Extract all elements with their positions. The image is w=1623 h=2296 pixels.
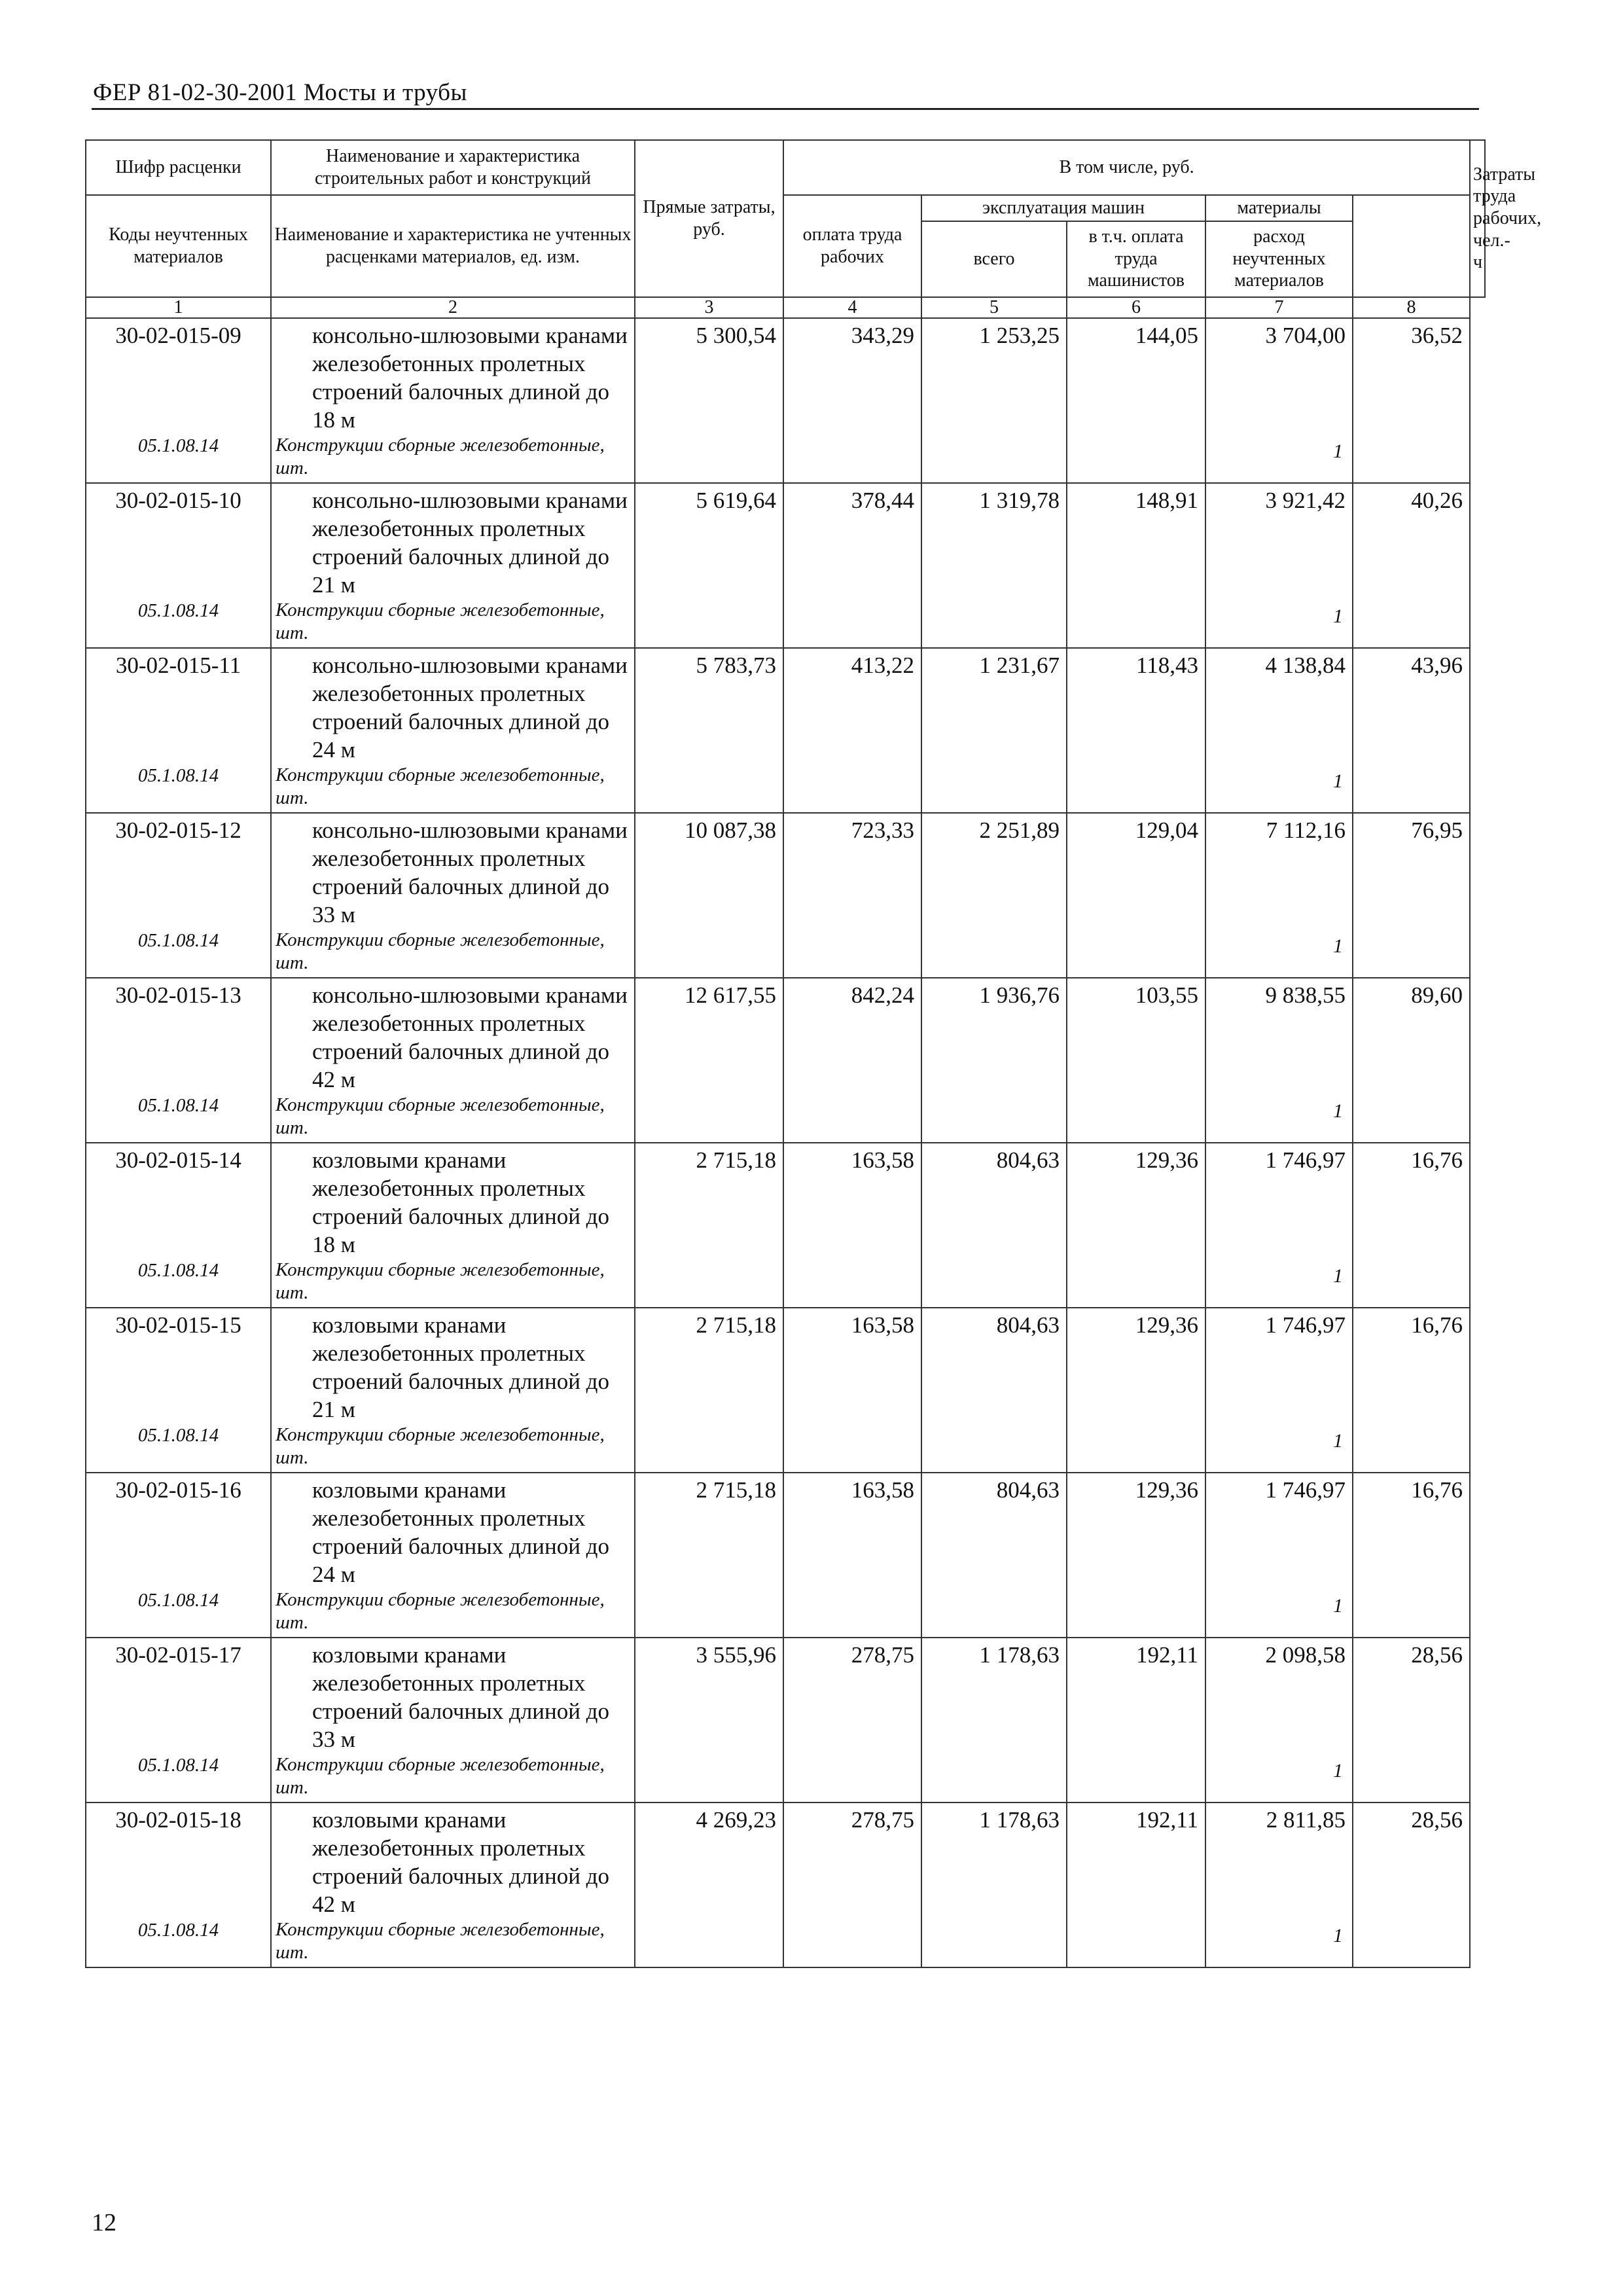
rate-code: 30-02-015-18 <box>115 1806 241 1833</box>
direct-costs-value: 2 715,18 <box>696 1312 776 1338</box>
material-quantity: 1 <box>1333 1924 1343 1946</box>
labor-pay-cell <box>783 483 921 648</box>
table-row <box>86 1803 1485 1967</box>
labor-pay-value: 413,22 <box>851 652 914 678</box>
material-description: Конструкции сборные железобетонные, шт. <box>276 434 605 478</box>
labor-pay-value: 723,33 <box>851 817 914 843</box>
column-number: 3 <box>635 297 783 318</box>
labor-hours-value: 16,76 <box>1411 1477 1463 1503</box>
table-row <box>86 1308 1485 1473</box>
labor-hours-value: 16,76 <box>1411 1147 1463 1173</box>
materials-value: 2 098,58 <box>1265 1641 1346 1668</box>
work-description: консольно-шлюзовыми кранами железобетонных пролетных строений балочных длиной до 33 м <box>312 817 628 927</box>
labor-pay-cell <box>783 978 921 1143</box>
labor-hours-value: 40,26 <box>1411 487 1463 513</box>
labor-pay-cell <box>783 1803 921 1967</box>
code-cell <box>86 813 271 978</box>
material-quantity: 1 <box>1333 935 1343 957</box>
direct-costs-cell <box>635 813 783 978</box>
labor-hours-value: 28,56 <box>1411 1641 1463 1668</box>
materials-cell <box>1205 1638 1353 1803</box>
header-machines: эксплуатация машин <box>921 195 1205 221</box>
machines-labor-cell <box>1067 1143 1205 1308</box>
direct-costs-value: 3 555,96 <box>696 1641 776 1668</box>
name-cell <box>271 1473 635 1638</box>
machines-total-value: 2 251,89 <box>979 817 1060 843</box>
header-direct-costs: Прямые затраты, руб. <box>635 140 783 297</box>
machines-labor-cell <box>1067 1803 1205 1967</box>
name-cell <box>271 978 635 1143</box>
name-cell <box>271 813 635 978</box>
materials-value: 9 838,55 <box>1265 982 1346 1008</box>
machines-total-value: 1 319,78 <box>979 487 1060 513</box>
machines-labor-cell <box>1067 1638 1205 1803</box>
material-description: Конструкции сборные железобетонные, шт. <box>276 929 605 973</box>
rate-code: 30-02-015-13 <box>115 982 241 1008</box>
labor-pay-cell <box>783 648 921 813</box>
material-quantity: 1 <box>1333 1594 1343 1617</box>
labor-pay-value: 163,58 <box>851 1312 914 1338</box>
rate-code: 30-02-015-11 <box>115 652 241 678</box>
material-description: Конструкции сборные железобетонные, шт. <box>276 1259 605 1303</box>
direct-costs-value: 12 617,55 <box>685 982 776 1008</box>
name-cell <box>271 1638 635 1803</box>
machines-total-cell <box>921 1473 1067 1638</box>
material-quantity: 1 <box>1333 770 1343 792</box>
machines-labor-cell <box>1067 1308 1205 1473</box>
direct-costs-cell <box>635 318 783 483</box>
materials-value: 7 112,16 <box>1266 817 1346 843</box>
code-cell <box>86 1638 271 1803</box>
machines-total-cell <box>921 1143 1067 1308</box>
table-row <box>86 1143 1485 1308</box>
header-name-title: Наименование и характеристика строительных работ и конструкций <box>271 140 635 195</box>
material-description: Конструкции сборные железобетонные, шт. <box>276 1424 605 1468</box>
material-quantity: 1 <box>1333 1429 1343 1452</box>
machines-total-value: 1 178,63 <box>979 1641 1060 1668</box>
materials-cell <box>1205 1473 1353 1638</box>
material-quantity: 1 <box>1333 1265 1343 1287</box>
header-labor-pay: оплата труда рабочих <box>783 195 921 297</box>
code-cell <box>86 483 271 648</box>
machines-total-value: 804,63 <box>996 1312 1060 1338</box>
labor-hours-cell <box>1353 483 1470 648</box>
header-including: В том числе, руб. <box>783 140 1470 195</box>
work-description: козловыми кранами железобетонных пролетных строений балочных длиной до 18 м <box>312 1147 609 1257</box>
machines-labor-value: 129,36 <box>1135 1312 1198 1338</box>
machines-total-cell <box>921 318 1067 483</box>
labor-pay-cell <box>783 1638 921 1803</box>
work-description: козловыми кранами железобетонных пролетных строений балочных длиной до 24 м <box>312 1477 609 1587</box>
labor-pay-value: 163,58 <box>851 1147 914 1173</box>
table-row <box>86 978 1485 1143</box>
direct-costs-cell <box>635 978 783 1143</box>
labor-pay-value: 278,75 <box>851 1806 914 1833</box>
materials-value: 4 138,84 <box>1265 652 1346 678</box>
direct-costs-cell <box>635 1143 783 1308</box>
column-number: 2 <box>271 297 635 318</box>
materials-cell <box>1205 648 1353 813</box>
materials-value: 1 746,97 <box>1265 1312 1346 1338</box>
direct-costs-cell <box>635 648 783 813</box>
machines-labor-value: 192,11 <box>1136 1641 1198 1668</box>
table-row <box>86 648 1485 813</box>
code-cell <box>86 1473 271 1638</box>
material-quantity: 1 <box>1333 605 1343 627</box>
materials-cell <box>1205 1143 1353 1308</box>
code-cell <box>86 318 271 483</box>
materials-value: 2 811,85 <box>1266 1806 1346 1833</box>
name-cell <box>271 1308 635 1473</box>
labor-hours-cell <box>1353 978 1470 1143</box>
material-code: 05.1.08.14 <box>137 929 219 951</box>
machines-labor-cell <box>1067 813 1205 978</box>
material-code: 05.1.08.14 <box>137 1259 219 1281</box>
labor-pay-cell <box>783 1473 921 1638</box>
header-name-sub: Наименование и характеристика не учтенных расценками материалов, ед. изм. <box>271 195 635 297</box>
material-description: Конструкции сборные железобетонные, шт. <box>276 764 605 808</box>
direct-costs-cell <box>635 1308 783 1473</box>
column-number: 7 <box>1205 297 1353 318</box>
direct-costs-cell <box>635 483 783 648</box>
materials-value: 3 704,00 <box>1265 322 1346 348</box>
machines-labor-cell <box>1067 1473 1205 1638</box>
table-body <box>86 318 1485 1967</box>
material-code: 05.1.08.14 <box>137 1589 219 1611</box>
machines-total-value: 1 231,67 <box>979 652 1060 678</box>
direct-costs-cell <box>635 1803 783 1967</box>
direct-costs-value: 5 300,54 <box>696 322 776 348</box>
labor-hours-cell <box>1353 813 1470 978</box>
machines-total-value: 1 936,76 <box>979 982 1060 1008</box>
rate-code: 30-02-015-10 <box>115 487 241 513</box>
material-description: Конструкции сборные железобетонные, шт. <box>276 599 605 643</box>
header-machines-total: всего <box>921 221 1067 297</box>
machines-labor-cell <box>1067 978 1205 1143</box>
materials-cell <box>1205 483 1353 648</box>
machines-total-cell <box>921 1803 1067 1967</box>
table-row <box>86 483 1485 648</box>
labor-pay-value: 343,29 <box>851 322 914 348</box>
code-cell <box>86 978 271 1143</box>
material-description: Конструкции сборные железобетонные, шт. <box>276 1918 605 1963</box>
labor-pay-value: 842,24 <box>851 982 914 1008</box>
direct-costs-value: 5 619,64 <box>696 487 776 513</box>
material-description: Конструкции сборные железобетонные, шт. <box>276 1753 605 1798</box>
machines-total-value: 804,63 <box>996 1477 1060 1503</box>
labor-hours-value: 28,56 <box>1411 1806 1463 1833</box>
column-number: 4 <box>783 297 921 318</box>
direct-costs-value: 2 715,18 <box>696 1477 776 1503</box>
rates-table <box>85 139 1542 1968</box>
column-number: 5 <box>921 297 1067 318</box>
page-number: 12 <box>92 2209 116 2236</box>
labor-hours-cell <box>1353 1308 1470 1473</box>
column-number: 8 <box>1353 297 1470 318</box>
machines-labor-cell <box>1067 318 1205 483</box>
rate-code: 30-02-015-17 <box>115 1641 241 1668</box>
labor-hours-value: 36,52 <box>1411 322 1463 348</box>
header-materials-sub: расход неучтенных материалов <box>1205 221 1353 297</box>
machines-total-value: 1 253,25 <box>979 322 1060 348</box>
materials-value: 3 921,42 <box>1265 487 1346 513</box>
rate-code: 30-02-015-09 <box>115 322 241 348</box>
materials-cell <box>1205 318 1353 483</box>
machines-total-cell <box>921 648 1067 813</box>
materials-value: 1 746,97 <box>1265 1477 1346 1503</box>
labor-hours-cell <box>1353 1143 1470 1308</box>
labor-pay-value: 163,58 <box>851 1477 914 1503</box>
material-code: 05.1.08.14 <box>137 1754 219 1776</box>
labor-hours-cell <box>1353 318 1470 483</box>
machines-total-value: 804,63 <box>996 1147 1060 1173</box>
table-row <box>86 318 1485 483</box>
material-code: 05.1.08.14 <box>137 1094 219 1116</box>
direct-costs-value: 10 087,38 <box>685 817 776 843</box>
table-row <box>86 1638 1485 1803</box>
machines-total-cell <box>921 1308 1067 1473</box>
labor-pay-cell <box>783 318 921 483</box>
labor-hours-value: 16,76 <box>1411 1312 1463 1338</box>
header-code-sub: Коды неучтенных материалов <box>86 195 271 297</box>
material-quantity: 1 <box>1333 1759 1343 1782</box>
labor-pay-cell <box>783 813 921 978</box>
labor-pay-cell <box>783 1143 921 1308</box>
machines-labor-value: 129,36 <box>1135 1147 1198 1173</box>
direct-costs-cell <box>635 1638 783 1803</box>
work-description: козловыми кранами железобетонных пролетных строений балочных длиной до 33 м <box>312 1641 609 1752</box>
machines-total-cell <box>921 813 1067 978</box>
material-quantity: 1 <box>1333 1100 1343 1122</box>
machines-labor-value: 103,55 <box>1135 982 1198 1008</box>
machines-total-cell <box>921 483 1067 648</box>
machines-labor-cell <box>1067 648 1205 813</box>
work-description: консольно-шлюзовыми кранами железобетонных пролетных строений балочных длиной до 21 м <box>312 487 628 598</box>
materials-cell <box>1205 1308 1353 1473</box>
material-code: 05.1.08.14 <box>137 1424 219 1446</box>
document-title: ФЕР 81-02-30-2001 Мосты и трубы <box>93 79 467 106</box>
materials-cell <box>1205 978 1353 1143</box>
machines-labor-value: 129,04 <box>1135 817 1198 843</box>
header-divider <box>92 108 1479 110</box>
labor-pay-cell <box>783 1308 921 1473</box>
machines-total-cell <box>921 978 1067 1143</box>
header-machines-labor: в т.ч. оплата труда машинистов <box>1067 221 1205 297</box>
machines-labor-value: 144,05 <box>1135 322 1198 348</box>
name-cell <box>271 318 635 483</box>
materials-value: 1 746,97 <box>1265 1147 1346 1173</box>
material-code: 05.1.08.14 <box>137 435 219 456</box>
table-row <box>86 1473 1485 1638</box>
material-description: Конструкции сборные железобетонные, шт. <box>276 1588 605 1633</box>
name-cell <box>271 648 635 813</box>
rate-code: 30-02-015-12 <box>115 817 241 843</box>
work-description: консольно-шлюзовыми кранами железобетонных пролетных строений балочных длиной до 18 м <box>312 322 628 433</box>
work-description: козловыми кранами железобетонных пролетных строений балочных длиной до 42 м <box>312 1806 609 1917</box>
labor-hours-cell <box>1353 1473 1470 1638</box>
direct-costs-value: 2 715,18 <box>696 1147 776 1173</box>
machines-labor-value: 148,91 <box>1135 487 1198 513</box>
column-number: 6 <box>1067 297 1205 318</box>
materials-cell <box>1205 813 1353 978</box>
work-description: козловыми кранами железобетонных пролетных строений балочных длиной до 21 м <box>312 1312 609 1422</box>
labor-hours-cell <box>1353 648 1470 813</box>
material-quantity: 1 <box>1333 440 1343 462</box>
name-cell <box>271 1143 635 1308</box>
name-cell <box>271 1803 635 1967</box>
material-description: Конструкции сборные железобетонные, шт. <box>276 1094 605 1138</box>
code-cell <box>86 1143 271 1308</box>
machines-total-value: 1 178,63 <box>979 1806 1060 1833</box>
name-cell <box>271 483 635 648</box>
code-cell <box>86 1803 271 1967</box>
material-code: 05.1.08.14 <box>137 600 219 621</box>
rate-code: 30-02-015-16 <box>115 1477 241 1503</box>
material-code: 05.1.08.14 <box>137 1919 219 1941</box>
material-code: 05.1.08.14 <box>137 764 219 786</box>
machines-labor-value: 192,11 <box>1136 1806 1198 1833</box>
direct-costs-cell <box>635 1473 783 1638</box>
table-row <box>86 813 1485 978</box>
rate-code: 30-02-015-15 <box>115 1312 241 1338</box>
labor-hours-cell <box>1353 1803 1470 1967</box>
labor-pay-value: 378,44 <box>851 487 914 513</box>
machines-total-cell <box>921 1638 1067 1803</box>
rate-code: 30-02-015-14 <box>115 1147 241 1173</box>
header-labor-hours: Затраты труда рабочих, чел.-ч <box>1470 140 1485 297</box>
work-description: консольно-шлюзовыми кранами железобетонных пролетных строений балочных длиной до 24 м <box>312 652 628 762</box>
code-cell <box>86 648 271 813</box>
labor-hours-value: 76,95 <box>1411 817 1463 843</box>
machines-labor-cell <box>1067 483 1205 648</box>
header-materials: материалы <box>1205 195 1353 221</box>
labor-hours-cell <box>1353 1638 1470 1803</box>
machines-labor-value: 129,36 <box>1135 1477 1198 1503</box>
labor-hours-value: 89,60 <box>1411 982 1463 1008</box>
labor-pay-value: 278,75 <box>851 1641 914 1668</box>
materials-cell <box>1205 1803 1353 1967</box>
header-code-title: Шифр расценки <box>86 140 271 195</box>
work-description: консольно-шлюзовыми кранами железобетонных пролетных строений балочных длиной до 42 м <box>312 982 628 1092</box>
code-cell <box>86 1308 271 1473</box>
labor-hours-value: 43,96 <box>1411 652 1463 678</box>
table-header <box>86 140 1542 318</box>
direct-costs-value: 5 783,73 <box>696 652 776 678</box>
machines-labor-value: 118,43 <box>1136 652 1198 678</box>
direct-costs-value: 4 269,23 <box>696 1806 776 1833</box>
column-numbers-row <box>86 297 1485 318</box>
column-number: 1 <box>86 297 271 318</box>
